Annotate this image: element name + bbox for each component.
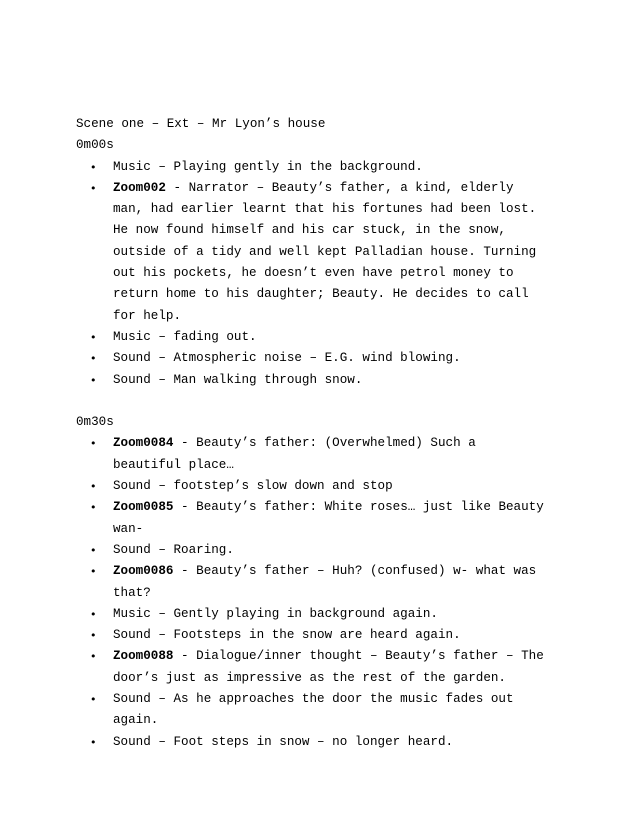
cue-text: Sound – Footsteps in the snow are heard again. <box>113 628 461 643</box>
cue-text: - Dialogue/inner thought – Beauty’s father – The door’s just as impressive as the rest of the garden. <box>113 649 544 685</box>
bullet-icon: • <box>90 650 97 664</box>
cue-text: Sound – Foot steps in snow – no longer heard. <box>113 734 454 749</box>
bullet-icon: • <box>90 693 97 707</box>
bullet-icon: • <box>90 160 97 174</box>
bullet-icon: • <box>90 437 97 451</box>
list-item <box>76 157 549 178</box>
bullet-icon: • <box>90 181 97 195</box>
list-item <box>76 540 549 561</box>
cue-text: - Beauty’s father: (Overwhelmed) Such a beautiful place… <box>113 436 476 472</box>
zoom-code: Zoom0086 <box>113 564 174 579</box>
section-0m00s <box>76 135 566 391</box>
list-item <box>76 561 549 604</box>
cue-list <box>76 157 566 391</box>
zoom-code: Zoom0085 <box>113 500 174 515</box>
list-item <box>76 348 549 369</box>
zoom-code: Zoom0084 <box>113 436 174 451</box>
list-item <box>76 497 549 540</box>
cue-text: Music – Gently playing in background again. <box>113 606 438 621</box>
list-item <box>76 178 549 327</box>
list-item <box>76 625 549 646</box>
cue-text: Sound – footstep’s slow down and stop <box>113 479 393 494</box>
bullet-icon: • <box>90 735 97 749</box>
cue-text: Music – Playing gently in the background. <box>113 159 423 174</box>
timestamp: 0m00s <box>76 138 114 153</box>
cue-list <box>76 433 566 752</box>
bullet-icon: • <box>90 565 97 579</box>
section-spacer <box>76 391 566 412</box>
timestamp: 0m30s <box>76 415 114 430</box>
list-item <box>76 433 549 476</box>
script-body <box>76 114 566 753</box>
bullet-icon: • <box>90 607 97 621</box>
bullet-icon: • <box>90 480 97 494</box>
bullet-icon: • <box>90 373 97 387</box>
cue-text: Music – fading out. <box>113 329 257 344</box>
cue-text: Sound – As he approaches the door the music fades out again. <box>113 692 514 728</box>
cue-text: - Beauty’s father: White roses… just like Beauty wan- <box>113 500 544 536</box>
cue-text: Sound – Roaring. <box>113 542 234 557</box>
list-item <box>76 732 549 753</box>
cue-text: Sound – Man walking through snow. <box>113 372 363 387</box>
bullet-icon: • <box>90 330 97 344</box>
list-item <box>76 327 549 348</box>
list-item <box>76 604 549 625</box>
list-item <box>76 689 549 732</box>
zoom-code: Zoom002 <box>113 180 166 195</box>
cue-text: Sound – Atmospheric noise – E.G. wind blowing. <box>113 351 461 366</box>
list-item <box>76 476 549 497</box>
list-item <box>76 646 549 689</box>
bullet-icon: • <box>90 543 97 557</box>
list-item <box>76 370 549 391</box>
zoom-code: Zoom0088 <box>113 649 174 664</box>
bullet-icon: • <box>90 352 97 366</box>
bullet-icon: • <box>90 629 97 643</box>
scene-heading: Scene one – Ext – Mr Lyon’s house <box>76 117 326 131</box>
cue-text: - Narrator – Beauty’s father, a kind, elderly man, had earlier learnt that his fortunes had been lost. He now found himself and his car stuck, in the snow, outside of a tidy and well kept Palladian house. Turning out his pockets, he doesn’t even have petrol money to return home to his daughter; Beauty. He decides to call for help. <box>113 180 537 323</box>
cue-text: - Beauty’s father – Huh? (confused) w- what was that? <box>113 564 537 600</box>
bullet-icon: • <box>90 501 97 515</box>
section-0m30s <box>76 412 566 753</box>
